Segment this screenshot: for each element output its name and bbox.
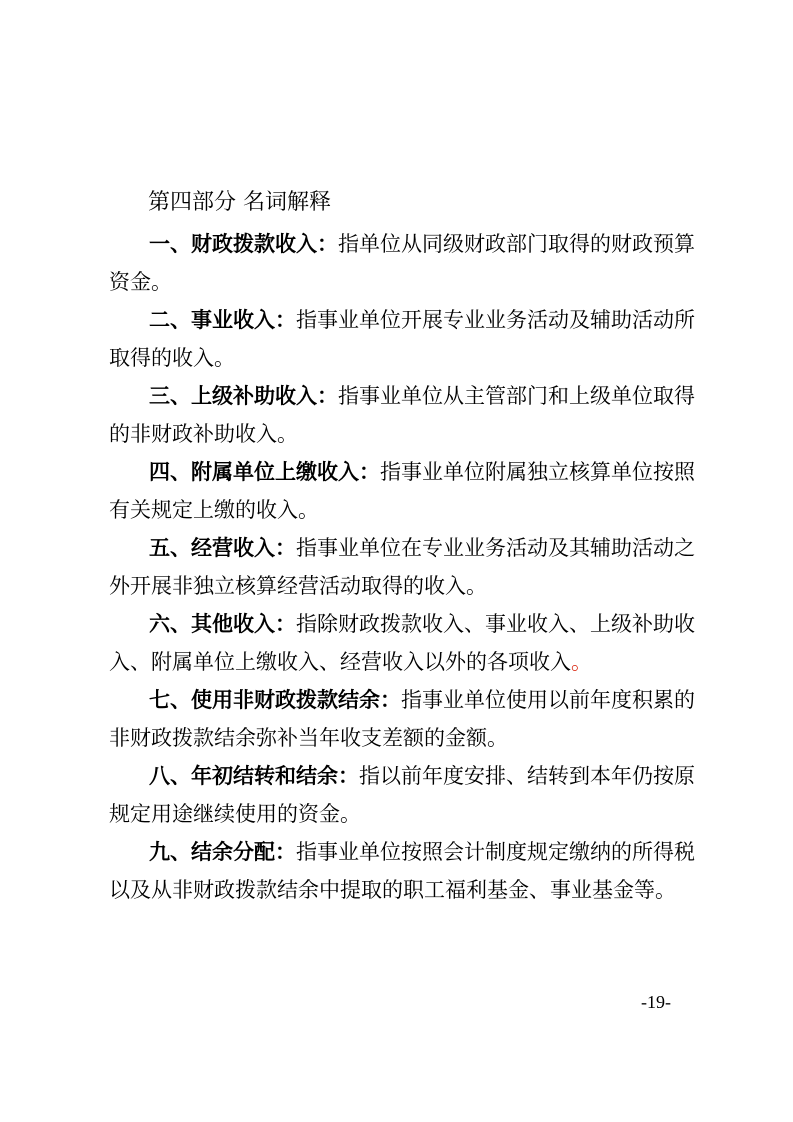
definition-term: 四、附属单位上缴收入：	[149, 459, 380, 484]
definition-item	[109, 833, 695, 909]
definition-term: 一、财政拨款收入：	[149, 231, 338, 256]
definition-text: 指事业单位从主管部门和上级单位取得的非财政补助收入。	[109, 384, 695, 446]
definition-term: 三、上级补助收入：	[149, 383, 338, 408]
definition-item	[109, 453, 695, 529]
definitions-list	[109, 225, 695, 909]
definition-item	[109, 757, 695, 833]
definition-item	[109, 605, 695, 681]
red-period-mark: 。	[571, 650, 592, 674]
definition-text: 指事业单位开展专业业务活动及辅助活动所取得的收入。	[109, 308, 695, 370]
definition-item	[109, 529, 695, 605]
definition-text: 指单位从同级财政部门取得的财政预算资金。	[109, 232, 695, 294]
definition-item	[109, 225, 695, 301]
definition-term: 二、事业收入：	[149, 307, 296, 332]
definition-term: 七、使用非财政拨款结余：	[149, 687, 401, 712]
definition-item	[109, 377, 695, 453]
definition-term: 八、年初结转和结余：	[149, 763, 359, 788]
definition-text: 指事业单位附属独立核算单位按照有关规定上缴的收入。	[109, 460, 695, 522]
definition-text: 指事业单位使用以前年度积累的非财政拨款结余弥补当年收支差额的金额。	[109, 688, 695, 750]
definition-text: 指事业单位按照会计制度规定缴纳的所得税以及从非财政拨款结余中提取的职工福利基金、事业基金等。	[109, 840, 695, 902]
definition-text: 指以前年度安排、结转到本年仍按原规定用途继续使用的资金。	[109, 764, 695, 826]
page-number: -19-	[641, 992, 671, 1012]
definition-term: 五、经营收入：	[149, 535, 296, 560]
definition-term: 九、结余分配：	[149, 839, 296, 864]
section-title: 第四部分 名词解释	[148, 190, 331, 215]
definition-term: 六、其他收入：	[149, 611, 296, 636]
definition-item	[109, 681, 695, 757]
definition-text: 指事业单位在专业业务活动及其辅助活动之外开展非独立核算经营活动取得的收入。	[109, 536, 695, 598]
definition-text: 指除财政拨款收入、事业收入、上级补助收入、附属单位上缴收入、经营收入以外的各项收入	[109, 612, 695, 674]
definition-item	[109, 301, 695, 377]
